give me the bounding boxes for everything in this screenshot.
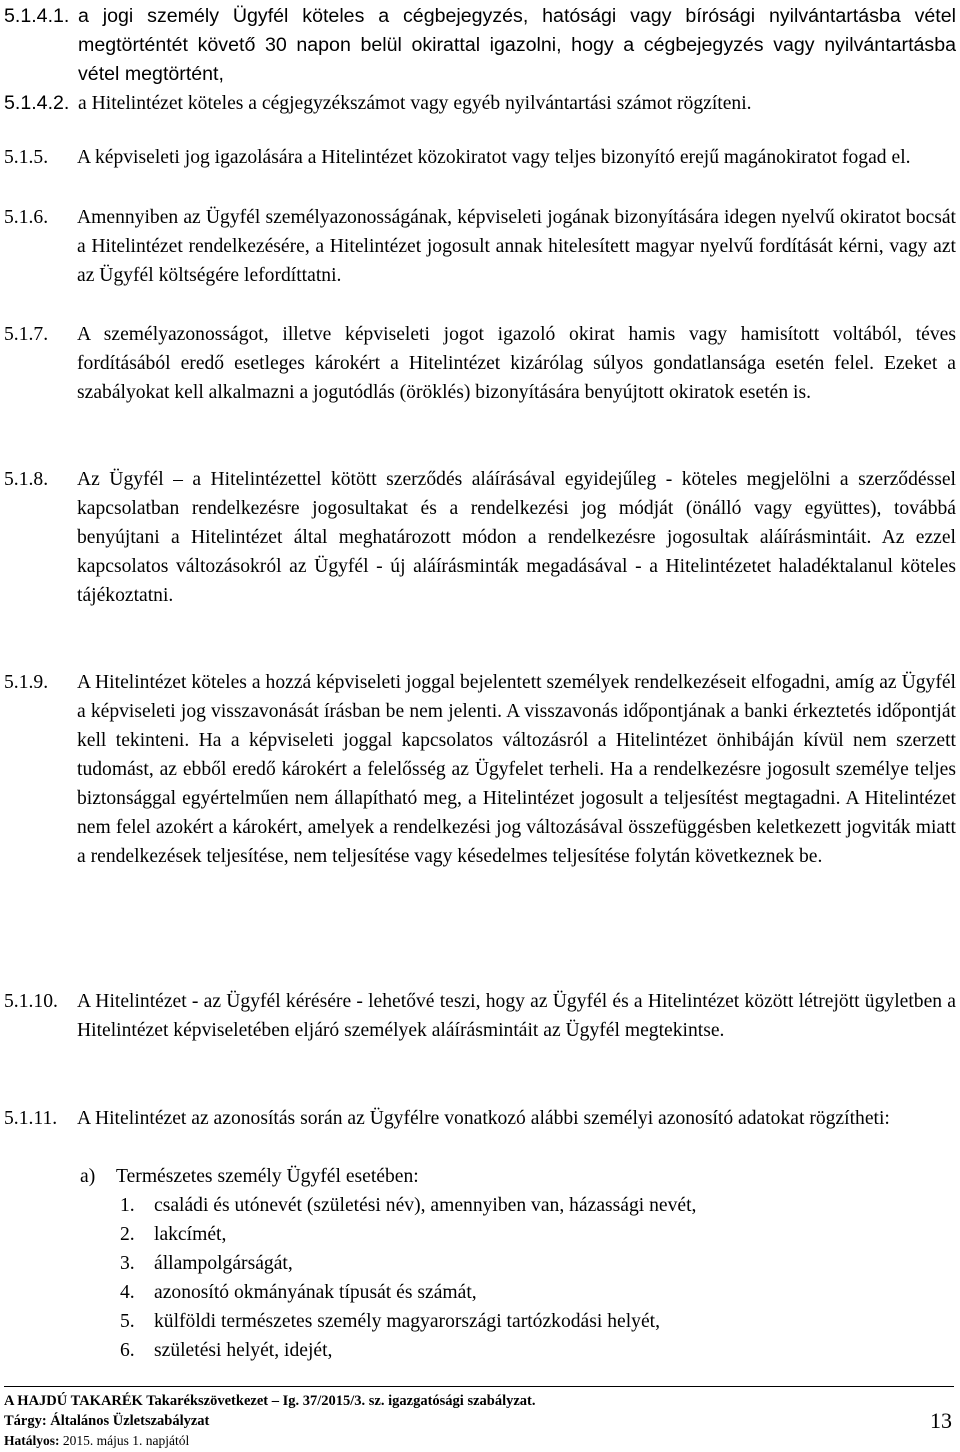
clause-number: 5.1.6. <box>4 207 49 228</box>
clause-number: 5.1.8. <box>4 469 49 490</box>
clause-5-1-4-1 <box>4 2 956 89</box>
footer-divider <box>4 1386 954 1387</box>
list-number: 1. <box>120 1195 135 1216</box>
clause-number: 5.1.9. <box>4 672 49 693</box>
list-item <box>4 1220 956 1249</box>
list-label: a) <box>80 1166 96 1187</box>
list-heading: Természetes személy Ügyfél esetében: <box>116 1166 419 1187</box>
clause-text: A Hitelintézet - az Ügyfél kérésére - lehetővé teszi, hogy az Ügyfél és a Hitelintézet között létrejött ügyletben a Hitelintézet képviseletében eljáró személyek aláírásmintáit az Ügyfél megtekintse. <box>77 991 956 1041</box>
list-text: külföldi természetes személy magyarországi tartózkodási helyét, <box>154 1311 660 1332</box>
clause-text: A Hitelintézet az azonosítás során az Ügyfélre vonatkozó alábbi személyi azonosító adatokat rögzítheti: <box>77 1108 890 1129</box>
effective-label: Hatályos: <box>4 1433 60 1448</box>
clause-5-1-8 <box>4 465 956 610</box>
list-text: születési helyét, idejét, <box>154 1340 333 1361</box>
list-item <box>4 1191 956 1220</box>
clause-text: A Hitelintézet köteles a hozzá képviseleti joggal bejelentett személyek rendelkezéseit elfogadni, amíg az Ügyfél a képviseleti jog visszavonását írásban be nem jelenti. A visszavonás időpontjának a banki érkeztetés időpontját kell tekinteni. Ha a képviseleti joggal kapcsolatos változásról a Hitelintézet önhibáján kívül nem szerzett tudomást, az ebből eredő károkért a felelősség az Ügyfelet terheli. Ha a rendelkezésre jogosult személye teljes biztonsággal egyértelműen nem állapítható meg, a Hitelintézet jogosult a teljesítést megtagadni. A Hitelintézet nem felel azokért a károkért, amelyek a rendelkezési jog változásával összefüggésben keletkezett jogviták miatt a rendelkezések teljesítése, nem teljesítése vagy késedelmes teljesítése folytán következnek be. <box>77 672 956 867</box>
footer-document-ref: A HAJDÚ TAKARÉK Takarékszövetkezet – Ig. 37/2015/3. sz. igazgatósági szabályzat. <box>4 1393 536 1409</box>
clause-number: 5.1.4.1. <box>4 5 70 27</box>
clause-5-1-6 <box>4 203 956 290</box>
clause-5-1-4-2 <box>4 89 956 118</box>
clause-text: A személyazonosságot, illetve képviseleti jogot igazoló okirat hamis vagy hamisított voltából, téves fordításából eredő esetleges károkért a Hitelintézet kizárólag súlyos gondatlansága esetén felel. Ezeket a szabályokat kell alkalmazni a jogutódlás (öröklés) bizonyítására benyújtott okiratok esetén is. <box>77 324 956 403</box>
list-number: 6. <box>120 1340 135 1361</box>
clause-text: Amennyiben az Ügyfél személyazonosságának, képviseleti jogának bizonyítására idegen nyelvű okiratot bocsát a Hitelintézet rendelkezésére, a Hitelintézet jogosult annak hitelesített magyar nyelvű fordítását kérni, vagy azt az Ügyfél költségére lefordíttatni. <box>77 207 956 286</box>
clause-5-1-5 <box>4 143 956 172</box>
clause-text: Az Ügyfél – a Hitelintézettel kötött szerződés aláírásával egyidejűleg - köteles megjelölni a szerződéssel kapcsolatban rendelkezésre jogosultakat és a rendelkezési jog módját (önálló vagy együttes), továbbá benyújtani a Hitelintézet által meghatározott módon a rendelkezésre jogosultak aláírásmintáit. Az ezzel kapcsolatos változásokról az Ügyfél - új aláírásminták megadásával - a Hitelintézetet haladéktalanul köteles tájékoztatni. <box>77 469 956 606</box>
clause-text: a Hitelintézet köteles a cégjegyzékszámot vagy egyéb nyilvántartási számot rögzíteni. <box>78 93 752 114</box>
clause-5-1-9 <box>4 668 956 871</box>
list-item <box>4 1278 956 1307</box>
list-text: állampolgárságát, <box>154 1253 293 1274</box>
list-number: 5. <box>120 1311 135 1332</box>
list-item <box>4 1162 956 1191</box>
list-item <box>4 1249 956 1278</box>
list-text: azonosító okmányának típusát és számát, <box>154 1282 477 1303</box>
clause-number: 5.1.4.2. <box>4 92 70 114</box>
clause-number: 5.1.11. <box>4 1108 58 1129</box>
clause-5-1-10 <box>4 987 956 1045</box>
effective-value: 2015. május 1. napjától <box>62 1433 190 1448</box>
clause-number: 5.1.10. <box>4 991 58 1012</box>
clause-text: A képviseleti jog igazolására a Hitelintézet közokiratot vagy teljes bizonyító erejű magánokiratot fogad el. <box>77 147 911 168</box>
list-item <box>4 1336 956 1365</box>
data-list <box>4 1162 956 1365</box>
clause-number: 5.1.5. <box>4 147 49 168</box>
list-number: 2. <box>120 1224 135 1245</box>
footer-subject: Tárgy: Általános Üzletszabályzat <box>4 1413 210 1429</box>
list-text: családi és utónevét (születési név), amennyiben van, házassági nevét, <box>154 1195 697 1216</box>
page-number: 13 <box>930 1408 952 1433</box>
list-number: 3. <box>120 1253 135 1274</box>
list-text: lakcímét, <box>154 1224 227 1245</box>
footer-effective-date <box>4 1432 956 1450</box>
list-number: 4. <box>120 1282 135 1303</box>
clause-5-1-11 <box>4 1104 956 1133</box>
clause-number: 5.1.7. <box>4 324 49 345</box>
clause-5-1-7 <box>4 320 956 407</box>
clause-text: a jogi személy Ügyfél köteles a cégbejegyzés, hatósági vagy bírósági nyilvántartásba vétel megtörténtét követő 30 napon belül okirattal igazolni, hogy a cégbejegyzés vagy nyilvántartásba vétel megtörtént, <box>78 5 956 85</box>
list-item <box>4 1307 956 1336</box>
